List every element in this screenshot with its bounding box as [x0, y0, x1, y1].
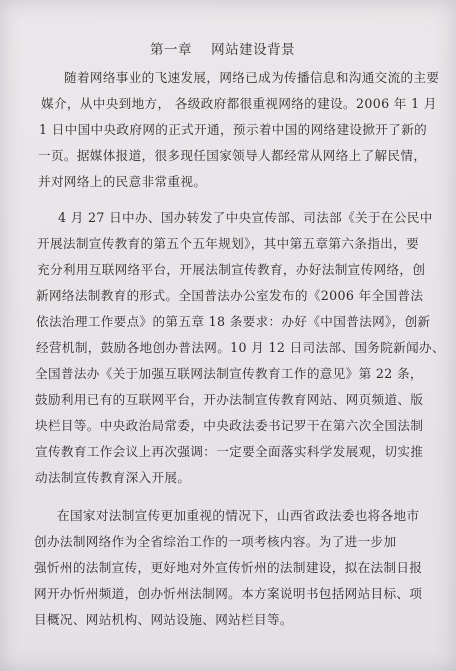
paragraph-2-line-6: 经营机制，鼓励各地创办普法网。10 月 12 日司法部、国务院新闻办、	[36, 340, 445, 355]
paragraph-2-line-4: 新网络法制教育的形式。全国普法办公室发布的《2006 年全国普法	[36, 288, 424, 303]
paragraph-1-line-5: 并对网络上的民意非常重视。	[38, 174, 207, 189]
paragraph-3-line-1: 在国家对法制宣传更加重视的情况下，山西省政法委也将各地市	[57, 508, 420, 523]
paragraph-1-line-1: 随着网络事业的飞速发展，网络已成为传播信息和沟通交流的主要	[64, 70, 440, 85]
paragraph-2-line-5: 依法治理工作要点》的第五章 18 条要求：办好《中国普法网》，创新	[36, 314, 431, 329]
paragraph-2-line-7: 全国普法办《关于加强互联网法制宣传教育工作的意见》第 22 条，	[35, 366, 423, 381]
paragraph-2-line-3: 充分利用互联网络平台，开展法制宣传教育，办好法制宣传网络，创	[37, 262, 426, 277]
paragraph-2-line-1: 4 月 27 日中办、国办转发了中央宣传部、司法部《关于在公民中	[58, 210, 433, 225]
paragraph-2-line-11: 动法制宣传教育深入开展。	[35, 470, 191, 485]
paragraph-3-line-5: 目概况、网站机构、网站设施、网站栏目等。	[34, 612, 293, 627]
paragraph-2-line-2: 开展法制宣传教育的第五个五年规划》，其中第五章第六条指出，要	[37, 236, 420, 251]
paragraph-2-line-8: 鼓励利用已有的互联网平台，开办法制宣传教育网站、网页频道、版	[35, 392, 424, 407]
paragraph-1-line-4: 一页。据媒体报道，很多现任国家领导人都经常从网络上了解民情，	[38, 148, 427, 163]
paragraph-3-line-3: 强忻州的法制宣传，更好地对外宣传忻州的法制建设，拟在法制日报	[34, 560, 423, 575]
paragraph-2-line-9: 块栏目等。中央政治局常委，中央政法委书记罗干在第六次全国法制	[35, 418, 424, 433]
chapter-title: 第一章 网站建设背景	[150, 42, 296, 58]
paragraph-2-line-10: 宣传教育工作会议上再次强调：一定要全面落实科学发展观，切实推	[35, 444, 424, 459]
paragraph-3-line-4: 网开办忻州频道，创办忻州法制网。本方案说明书包括网站目标、项	[34, 586, 423, 601]
paragraph-1-line-2: 媒介，从中央到地方， 各级政府都很重视网络的建设。2006 年 1 月	[41, 96, 437, 111]
paragraph-1-line-3: 1 日中国中央政府网的正式开通，预示着中国的网络建设掀开了新的	[39, 122, 428, 137]
paragraph-3-line-2: 创办法制网络作为全省综治工作的一项考核内容。为了进一步加	[34, 534, 397, 549]
